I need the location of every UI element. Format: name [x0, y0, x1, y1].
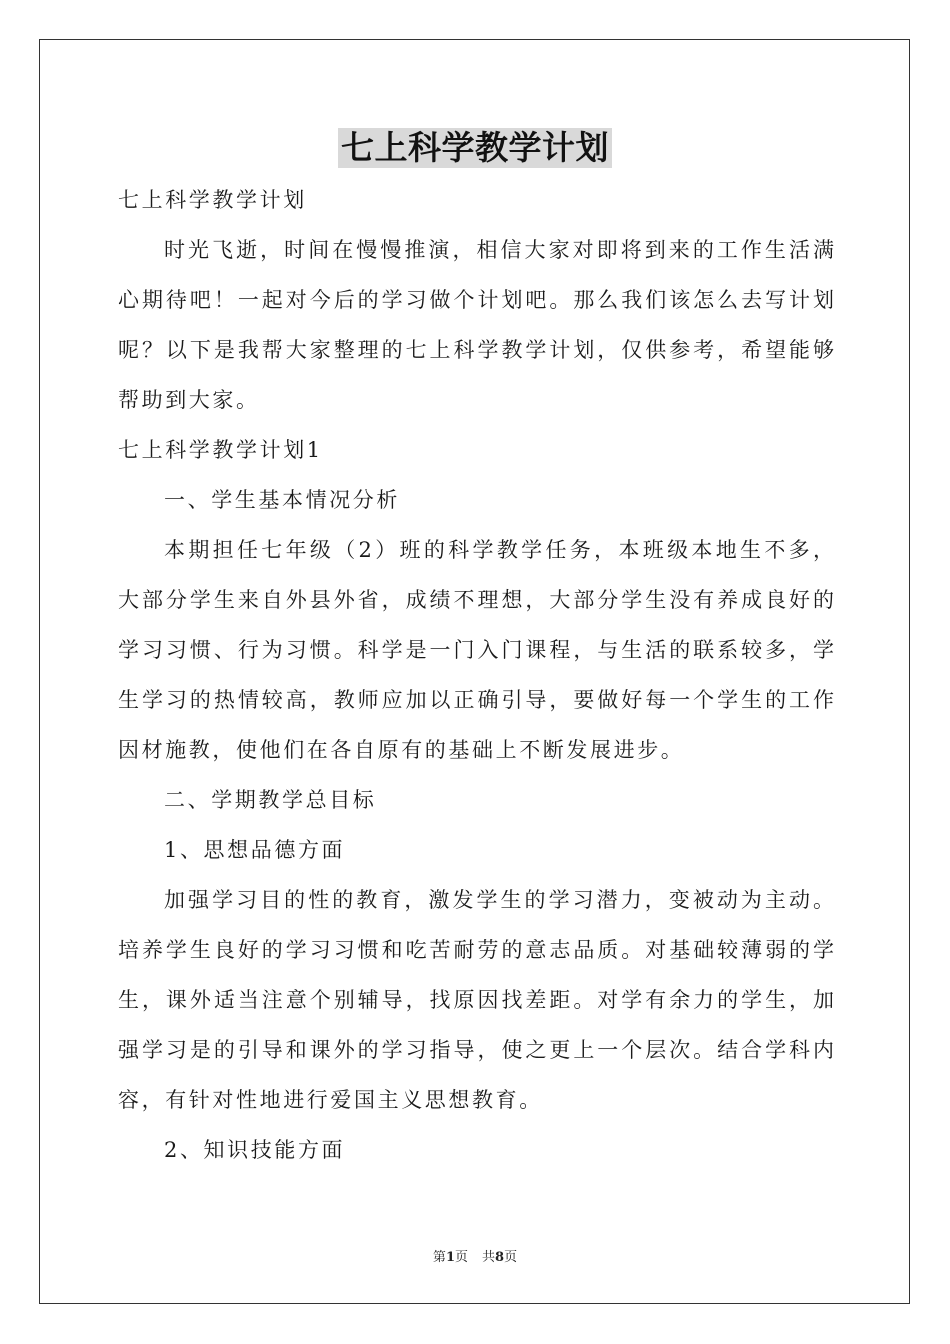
- paragraph-line: 帮助到大家。: [118, 388, 260, 412]
- subsection-heading: 一、学生基本情况分析: [164, 488, 400, 512]
- paragraph-line: 强学习是的引导和课外的学习指导，使之更上一个层次。结合学科内: [118, 1038, 834, 1062]
- page-footer: [0, 1246, 950, 1265]
- paragraph-line: 生，课外适当注意个别辅导，找原因找差距。对学有余力的学生，加: [118, 988, 834, 1012]
- page-suffix: 页: [454, 1250, 468, 1265]
- paragraph-line: 生学习的热情较高，教师应加以正确引导，要做好每一个学生的工作: [118, 688, 834, 712]
- paragraph-line: 容，有针对性地进行爱国主义思想教育。: [118, 1088, 543, 1112]
- paragraph-line: 培养学生良好的学习习惯和吃苦耐劳的意志品质。对基础较薄弱的学: [118, 938, 834, 962]
- total-prefix: 共: [482, 1250, 496, 1265]
- paragraph-line: 大部分学生来自外县外省，成绩不理想，大部分学生没有养成良好的: [118, 588, 834, 612]
- paragraph-line: 加强学习目的性的教育，激发学生的学习潜力，变被动为主动。: [164, 888, 834, 912]
- paragraph-line: 因材施教，使他们在各自原有的基础上不断发展进步。: [118, 738, 685, 762]
- document-body: [118, 175, 834, 1175]
- title-container: [0, 128, 950, 168]
- section-heading: 七上科学教学计划1: [118, 438, 323, 462]
- page-prefix: 第: [432, 1250, 446, 1265]
- total-suffix: 页: [504, 1250, 518, 1265]
- paragraph-line: 心期待吧！一起对今后的学习做个计划吧。那么我们该怎么去写计划: [118, 288, 834, 312]
- page-number: 1: [445, 1250, 455, 1265]
- document-title: 七上科学教学计划: [338, 128, 612, 168]
- paragraph-line: 呢？以下是我帮大家整理的七上科学教学计划，仅供参考，希望能够: [118, 338, 834, 362]
- paragraph-line: 时光飞逝，时间在慢慢推演，相信大家对即将到来的工作生活满: [164, 238, 834, 262]
- section-heading: 七上科学教学计划: [118, 188, 307, 212]
- subsection-heading: 二、学期教学总目标: [164, 788, 377, 812]
- paragraph-line: 学习习惯、行为习惯。科学是一门入门课程，与生活的联系较多，学: [118, 638, 834, 662]
- paragraph-line: 本期担任七年级（2）班的科学教学任务，本班级本地生不多，: [164, 538, 834, 562]
- total-pages: 8: [495, 1250, 505, 1265]
- subsection-heading: 1、思想品德方面: [164, 838, 346, 862]
- subsection-heading: 2、知识技能方面: [164, 1138, 346, 1162]
